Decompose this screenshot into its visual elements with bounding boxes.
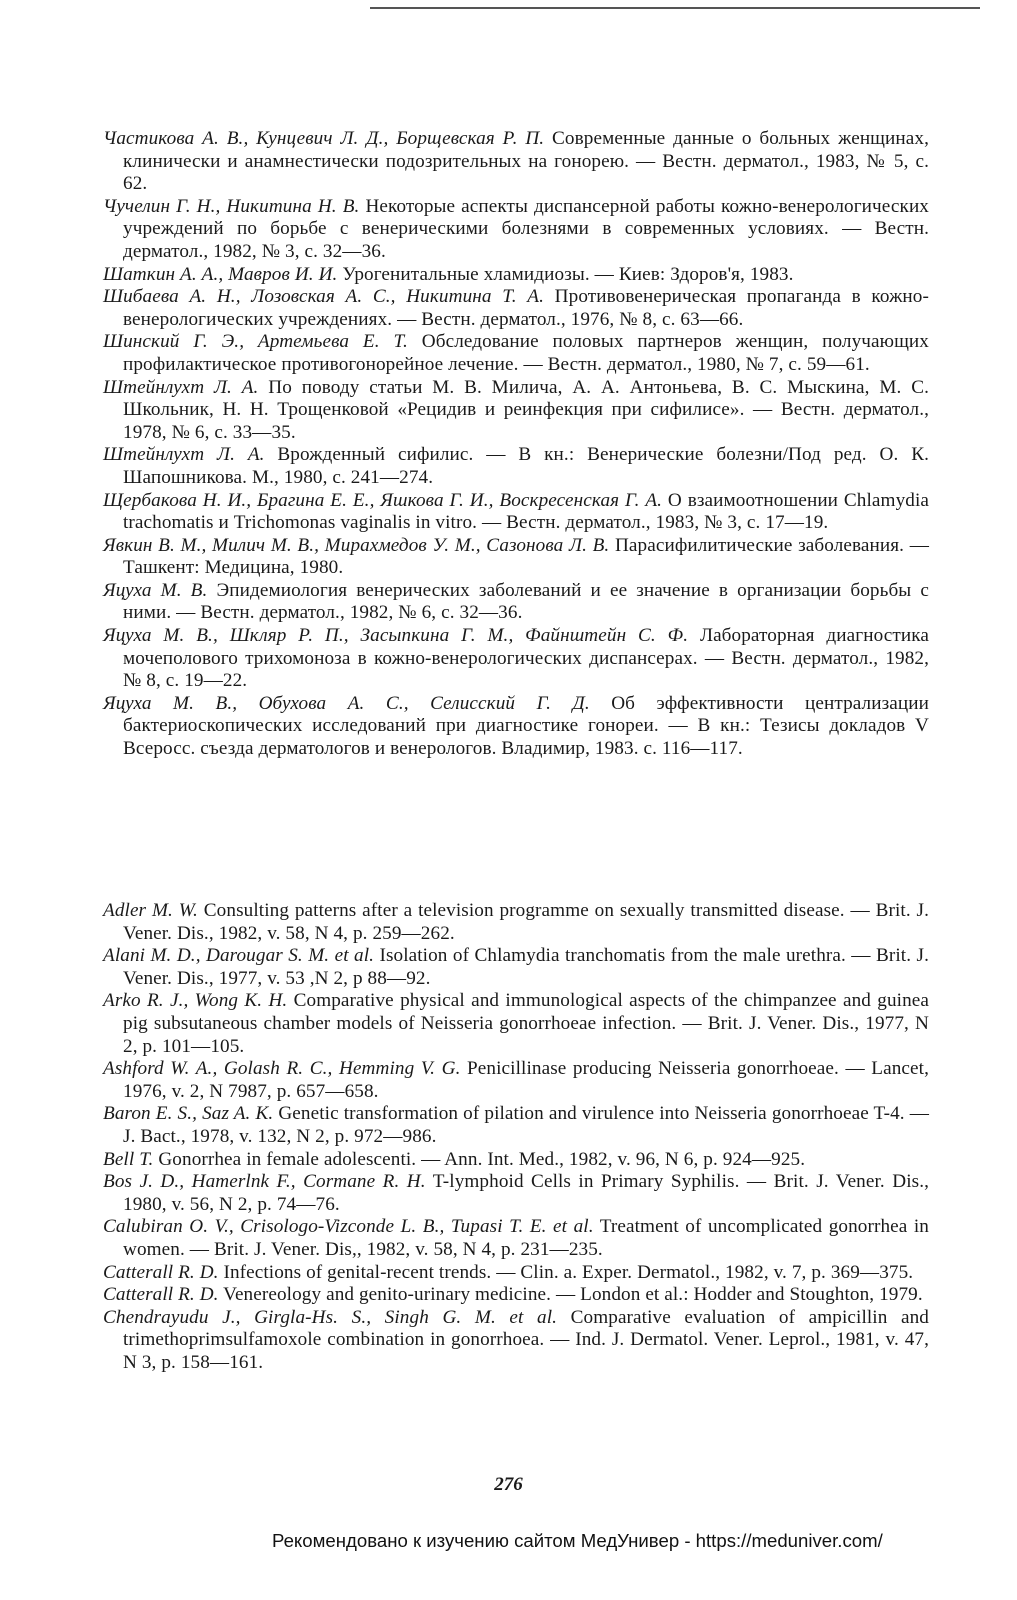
reference-entry <box>103 1058 929 1103</box>
reference-text: T-lymphoid Cells in Primary Syphilis. — Brit. J. Vener. Dis., 1980, v. 56, N 2, p. 74—76. <box>123 1171 929 1215</box>
reference-text: О взаимоотношении Chlamydia trachomatis и Trichomonas vaginalis in vitro. — Вестн. дерматол., 1983, № 3, с. 17—19. <box>123 489 930 534</box>
reference-entry <box>103 1307 929 1375</box>
reference-authors: Adler M. W. <box>103 900 198 921</box>
reference-entry <box>103 1103 929 1148</box>
reference-entry <box>103 945 929 990</box>
reference-authors: Catterall R. D. <box>103 1284 219 1306</box>
reference-authors: Чучелин Г. Н., Никитина Н. В. <box>103 195 360 217</box>
footer-link[interactable]: Рекомендовано к изучению сайтом МедУнивер - https://meduniver.com/ <box>272 1530 883 1551</box>
reference-text: Об эффективности централизации бактериоскопических исследований при диагностике гонореи. — В кн.: Тезисы докладов V Всеросс. съезда дерматологов и венерологов. Владимир, 1983. с. 116—117. <box>123 692 929 760</box>
reference-text: По поводу статьи М. В. Милича, А. А. Антоньева, В. С. Мыскина, М. С. Школьник, Н. Н. Трощенковой «Рецидив и реинфекция при сифилисе». — Вестн. дерматол., 1978, № 6, с. 33—35. <box>123 376 929 443</box>
reference-text: Противовенерическая пропаганда в кожно-венерологических учреждениях. — Вестн. дерматол., 1976, № 8, с. 63—66. <box>123 286 929 330</box>
reference-text: Врожденный сифилис. — В кн.: Венерические болезни/Под ред. О. К. Шапошникова. М., 1980, с. 241—274. <box>123 444 929 488</box>
reference-text: Penicillinase producing Neisseria gonorrhoeae. — Lancet, 1976, v. 2, N 7987, p. 657—658. <box>123 1058 929 1102</box>
reference-entry <box>103 580 929 625</box>
reference-entry <box>103 1262 929 1285</box>
reference-authors: Яцуха М. В., Обухова А. С., Селисский Г. Д. <box>103 692 590 714</box>
reference-entry <box>103 900 929 945</box>
reference-authors: Явкин В. М., Милич М. В., Мирахмедов У. М., Сазонова Л. В. <box>103 534 610 556</box>
reference-entry <box>103 286 929 331</box>
reference-text: Treatment of uncomplicated gonorrhea in women. — Brit. J. Vener. Dis,, 1982, v. 58, N 4, p. 231—235. <box>123 1216 929 1260</box>
reference-authors: Ashford W. A., Golash R. C., Hemming V. G. <box>103 1058 461 1080</box>
page-number: 276 <box>494 1474 523 1495</box>
reference-authors: Штейнлухт Л. А. <box>103 444 265 466</box>
reference-entry <box>103 535 929 580</box>
reference-authors: Chendrayudu J., Girgla-Hs. S., Singh G. M. et al. <box>103 1306 558 1328</box>
reference-text: Comparative physical and immunological aspects of the chimpanzee and guinea pig subsutaneous chamber models of Neisseria gonorrhoeae infection. — Brit. J. Vener. Dis., 1977, N 2, p. 101—105. <box>123 990 929 1057</box>
reference-entry <box>103 990 929 1058</box>
reference-entry <box>103 625 929 693</box>
reference-text: Isolation of Chlamydia tranchomatis from the male urethra. — Brit. J. Vener. Dis., 1977, v. 53 ,N 2, p 88—92. <box>123 945 929 989</box>
reference-text: Современные данные о больных женщинах, клинически и анамнестически подозрительных на гонорею. — Вестн. дерматол., 1983, № 5, с. 62. <box>123 128 930 195</box>
reference-authors: Catterall R. D. <box>103 1261 219 1283</box>
reference-entry <box>103 331 929 376</box>
reference-entry <box>103 1171 929 1216</box>
reference-authors: Щербакова Н. И., Брагина Е. Е., Яшкова Г. И., Воскресенская Г. А. <box>103 489 663 511</box>
reference-authors: Шинский Г. Э., Артемьева Е. Т. <box>103 331 408 353</box>
reference-authors: Bos J. D., Hamerlnk F., Cormane R. H. <box>103 1171 426 1193</box>
reference-text: Парасифилитические заболевания. — Ташкент: Медицина, 1980. <box>123 534 929 579</box>
reference-entry <box>103 1216 929 1261</box>
reference-authors: Calubiran O. V., Crisologo-Vizconde L. B., Tupasi T. E. et al. <box>103 1216 594 1238</box>
top-rule <box>370 7 980 9</box>
reference-text: Обследование половых партнеров женщин, получающих профилактическое противогонорейное лечение. — Вестн. дерматол., 1980, № 7, с. 59—61. <box>123 331 929 375</box>
reference-authors: Bell T. <box>103 1148 154 1170</box>
reference-authors: Штейнлухт Л. А. <box>103 376 259 398</box>
reference-text: Некоторые аспекты диспансерной работы кожно-венерологических учреждений по борьбе с венерическими болезнями в современных условиях. — Вестн. дерматол., 1982, № 3, с. 32—36. <box>123 195 929 262</box>
reference-entry <box>103 196 929 264</box>
reference-entry <box>103 264 929 287</box>
reference-text: Comparative evaluation of ampicillin and trimethoprimsulfamoxole combination in gonorrhoea. — Ind. J. Dermatol. Vener. Leprol., 1981, v. 47, N 3, p. 158—161. <box>123 1306 929 1373</box>
reference-text: Consulting patterns after a television programme on sexually transmitted disease. — Brit. J. Vener. Dis., 1982, v. 58, N 4, p. 259—262. <box>123 900 929 944</box>
reference-entry <box>103 377 929 445</box>
reference-text: Infections of genital-recent trends. — Clin. a. Exper. Dermatol., 1982, v. 7, p. 369—375. <box>218 1261 914 1283</box>
reference-text: Лабораторная диагностика мочеполового трихомоноза в кожно-венерологических диспансерах. — Вестн. дерматол., 1982, № 8, с. 19—22. <box>123 625 930 692</box>
references-english <box>103 900 929 1374</box>
references-russian <box>103 128 929 761</box>
reference-entry <box>103 693 929 761</box>
reference-authors: Яцуха М. В., Шкляр Р. П., Засыпкина Г. М., Файнштейн С. Ф. <box>103 625 689 647</box>
reference-authors: Шаткин А. А., Мавров И. И. <box>103 263 338 285</box>
reference-authors: Частикова А. В., Кунцевич Л. Д., Борщевская Р. П. <box>103 128 545 149</box>
reference-authors: Яцуха М. В. <box>103 579 208 601</box>
reference-entry <box>103 490 929 535</box>
reference-entry <box>103 1284 929 1307</box>
reference-text: Эпидемиология венерических заболеваний и ее значение в организации борьбы с ними. — Вестн. дерматол., 1982, № 6, с. 32—36. <box>123 579 929 624</box>
reference-text: Genetic transformation of pilation and virulence into Neisseria gonorrhoeae T-4. — J. Bact., 1978, v. 132, N 2, p. 972—986. <box>123 1103 929 1147</box>
reference-text: Venereology and genito-urinary medicine. — London et al.: Hodder and Stoughton, 1979. <box>218 1284 923 1306</box>
reference-authors: Шибаева А. Н., Лозовская А. С., Никитина Т. А. <box>103 286 545 308</box>
reference-entry <box>103 128 929 196</box>
reference-text: Gonorrhea in female adolescenti. — Ann. Int. Med., 1982, v. 96, N 6, p. 924—925. <box>153 1148 806 1170</box>
reference-entry <box>103 1149 929 1172</box>
reference-authors: Baron E. S., Saz A. K. <box>103 1103 274 1125</box>
reference-authors: Alani M. D., Darougar S. M. et al. <box>103 945 375 967</box>
reference-entry <box>103 444 929 489</box>
reference-text: Урогенитальные хламидиозы. — Киев: Здоров'я, 1983. <box>337 263 794 285</box>
reference-authors: Arko R. J., Wong K. H. <box>103 990 288 1012</box>
